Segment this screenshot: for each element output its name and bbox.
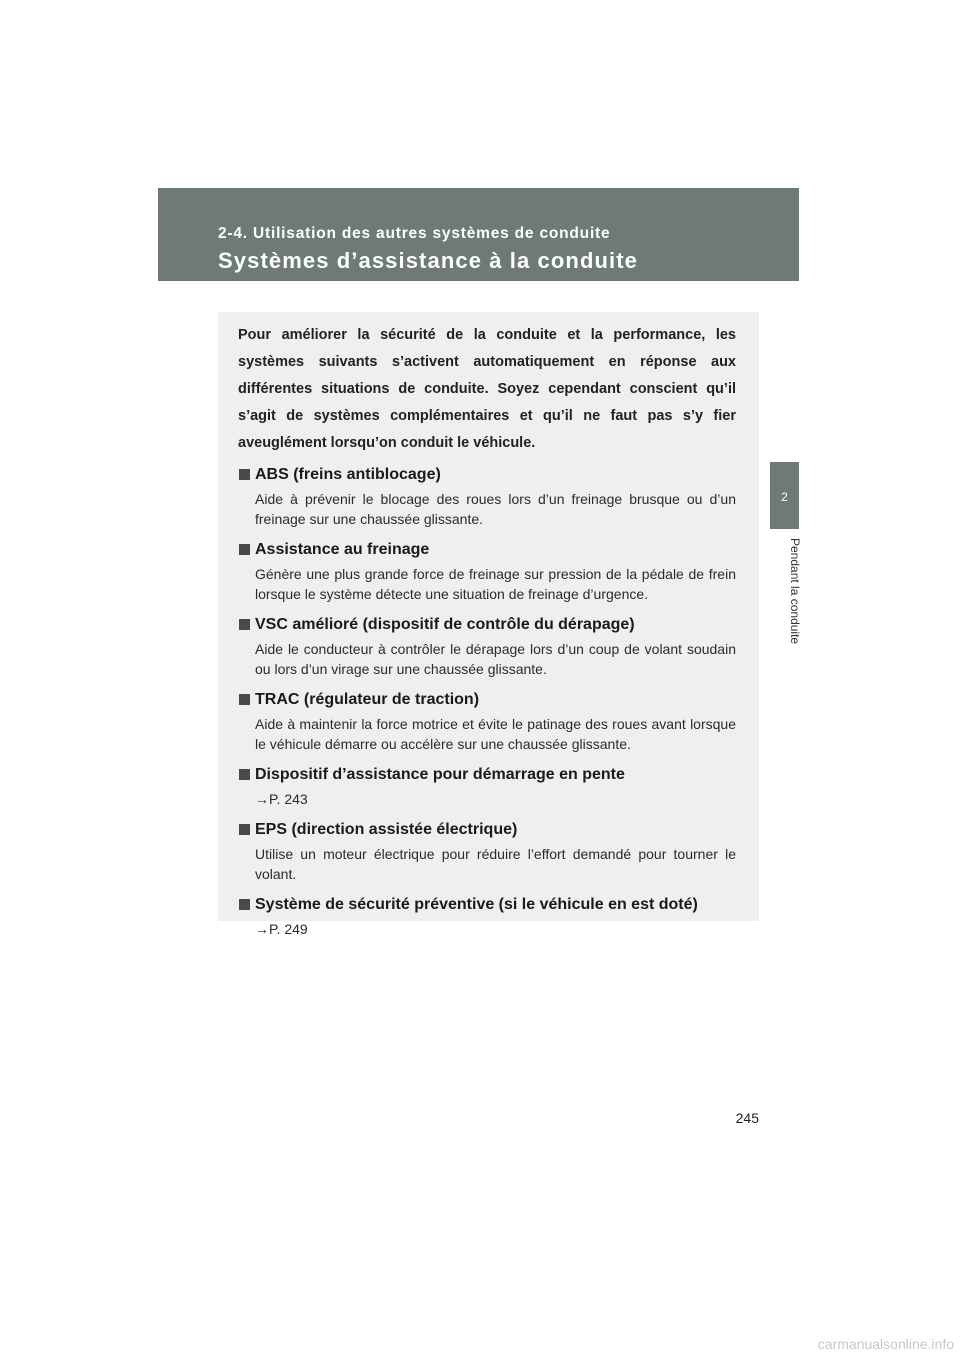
list-item bbox=[238, 463, 736, 529]
item-heading bbox=[238, 688, 736, 711]
item-title: EPS (direction assistée électrique) bbox=[255, 821, 518, 838]
item-title: Système de sécurité préventive (si le véhicule en est doté) bbox=[255, 896, 698, 913]
page-reference-link[interactable]: →P. 249 bbox=[255, 921, 308, 937]
item-title: Assistance au freinage bbox=[255, 541, 430, 558]
item-body: Aide le conducteur à contrôler le dérapage lors d’un coup de volant soudain ou lors d’un virage sur une chaussée glissante. bbox=[255, 641, 736, 677]
page-title: Systèmes d’assistance à la conduite bbox=[218, 248, 639, 273]
intro-paragraph: Pour améliorer la sécurité de la conduite et la performance, les systèmes suivants s’activent automatiquement en réponse aux différentes situations de conduite. Soyez cependant conscient qu’il s’agit de systèmes complémentaires et qu’il ne faut pas s’y fier aveuglément lorsqu’on conduit le véhicule. bbox=[238, 327, 736, 451]
item-heading bbox=[238, 613, 736, 636]
list-item bbox=[238, 688, 736, 754]
item-body: Génère une plus grande force de freinage sur pression de la pédale de frein lorsque le système détecte une situation de freinage d’urgence. bbox=[255, 566, 736, 602]
chapter-number: 2 bbox=[781, 490, 788, 504]
watermark: carmanualsonline.info bbox=[817, 1336, 954, 1352]
square-bullet-icon bbox=[239, 544, 250, 555]
list-item bbox=[238, 613, 736, 679]
item-title: VSC amélioré (dispositif de contrôle du dérapage) bbox=[255, 616, 635, 633]
page-number: 245 bbox=[735, 1110, 759, 1126]
square-bullet-icon bbox=[239, 694, 250, 705]
content-panel bbox=[218, 312, 759, 937]
square-bullet-icon bbox=[239, 824, 250, 835]
chapter-label: Pendant la conduite bbox=[788, 538, 802, 645]
item-heading bbox=[238, 463, 736, 486]
list-item bbox=[238, 538, 736, 604]
square-bullet-icon bbox=[239, 469, 250, 480]
chapter-tab bbox=[770, 462, 799, 529]
item-title: ABS (freins antiblocage) bbox=[255, 466, 441, 483]
chapter-header bbox=[158, 188, 799, 281]
item-body: Utilise un moteur électrique pour réduire l’effort demandé pour tourner le volant. bbox=[255, 846, 736, 882]
item-heading bbox=[238, 893, 736, 916]
list-item bbox=[238, 893, 736, 939]
item-title: Dispositif d’assistance pour démarrage en pente bbox=[255, 766, 625, 783]
item-heading bbox=[238, 763, 736, 786]
item-heading bbox=[238, 818, 736, 841]
list-item bbox=[238, 763, 736, 809]
square-bullet-icon bbox=[239, 769, 250, 780]
systems-list bbox=[238, 463, 736, 939]
section-label: 2-4. Utilisation des autres systèmes de conduite bbox=[218, 225, 611, 242]
item-body: Aide à prévenir le blocage des roues lors d’un freinage brusque ou d’un freinage sur une chaussée glissante. bbox=[255, 491, 736, 527]
item-body: Aide à maintenir la force motrice et évite le patinage des roues avant lorsque le véhicule démarre ou accélère sur une chaussée glissante. bbox=[255, 716, 736, 752]
item-heading bbox=[238, 538, 736, 561]
square-bullet-icon bbox=[239, 619, 250, 630]
square-bullet-icon bbox=[239, 899, 250, 910]
page-reference-link[interactable]: →P. 243 bbox=[255, 791, 308, 807]
list-item bbox=[238, 818, 736, 884]
item-title: TRAC (régulateur de traction) bbox=[255, 691, 480, 708]
